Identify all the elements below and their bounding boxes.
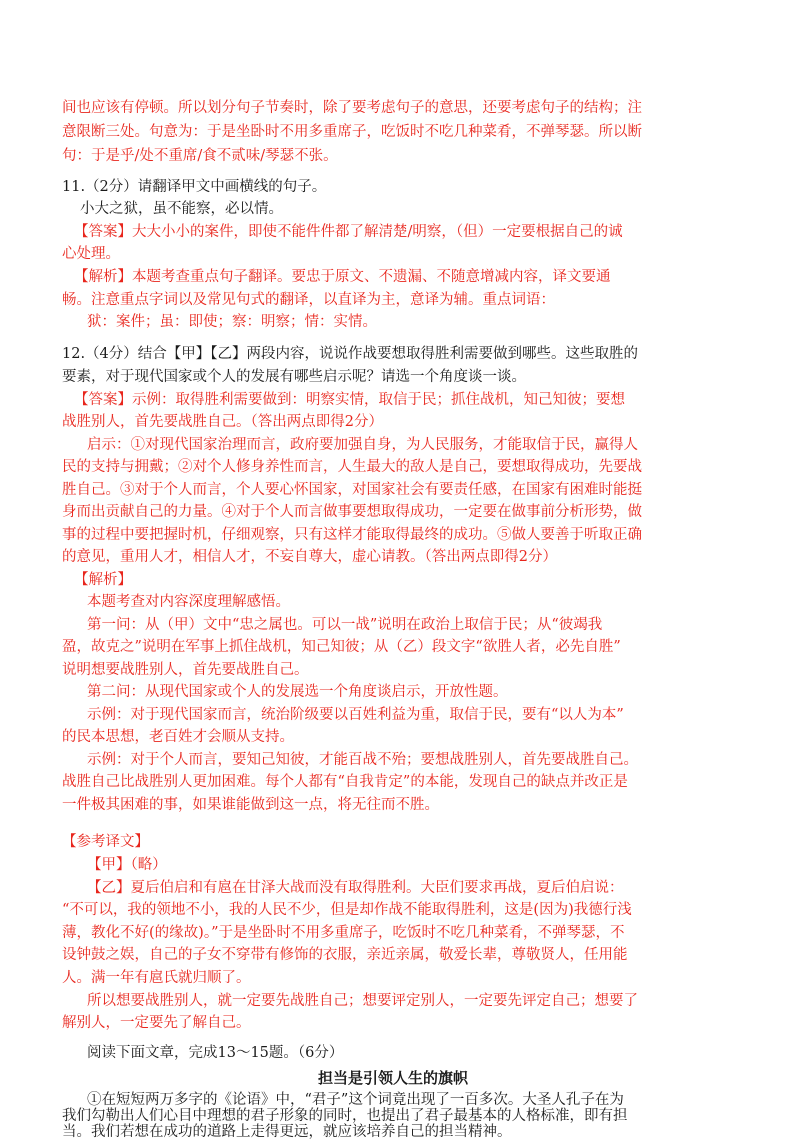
reading-instruction: 阅读下面文章，完成13～15题。（6分） xyxy=(87,1045,344,1061)
q12-insight: 事的过程中要把握时机，仔细观察，只有这样才能取得最终的成功。⑤做人要善于听取正确 xyxy=(62,527,642,543)
translation-heading: 【参考译文】 xyxy=(62,834,149,850)
q10-analysis-line: 间也应该有停顿。所以划分句子节奏时，除了要考虑句子的意思，还要考虑句子的结构；注 xyxy=(62,100,642,116)
q11-question: 11.（2分）请翻译甲文中画横线的句子。 xyxy=(62,179,327,195)
translation-yi: “不可以，我的领地不小，我的人民不少，但是却作战不能取得胜利，这是(因为)我德行浅 xyxy=(62,902,632,918)
q12-analysis: 的民本思想，老百姓才会顺从支持。 xyxy=(62,729,294,745)
q12-insight: 胜自己。③对于个人而言，个人要心怀国家，对国家社会有要责任感，在国家有困难时能挺 xyxy=(62,482,642,498)
article-title: 担当是引领人生的旗帜 xyxy=(318,1069,469,1087)
q11-analysis: 狱：案件；虽：即使；察：明察；情：实情。 xyxy=(87,314,377,330)
q11-sentence: 小大之狱，虽不能察，必以情。 xyxy=(80,201,283,217)
q11-analysis: 畅。注意重点字词以及常见句式的翻译，以直译为主，意译为辅。重点词语： xyxy=(62,292,555,308)
q12-analysis-label: 【解析】 xyxy=(74,572,132,588)
q12-analysis: 第一问：从（甲）文中“忠之属也。可以一战”说明在政治上取信于民；从“彼竭我 xyxy=(87,617,603,633)
q12-insight: 身而出贡献自己的力量。④对于个人而言做事要想取得成功，一定要在做事前分析形势，做 xyxy=(62,504,642,520)
article-paragraph: 当。我们若想在成功的道路上走得更远，就应该培养自己的担当精神。 xyxy=(62,1124,512,1140)
q12-analysis: 本题考查对内容深度理解感悟。 xyxy=(87,594,290,610)
q12-analysis: 盈，故克之”说明在军事上抓住战机，知己知彼；从（乙）段文字“欲胜人者，必先自胜” xyxy=(62,639,621,655)
q12-analysis: 示例：对于现代国家而言，统治阶级要以百姓利益为重，取信于民，要有“以人为本” xyxy=(87,707,624,723)
q12-question: 要素，对于现代国家或个人的发展有哪些启示呢？请选一个角度谈一谈。 xyxy=(62,369,526,385)
translation-yi: 所以想要战胜别人，就一定要先战胜自己；想要评定别人，一定要先评定自己；想要了 xyxy=(87,993,638,1009)
q12-analysis: 示例：对于个人而言，要知己知彼，才能百战不殆；要想战胜别人，首先要战胜自己。 xyxy=(87,752,638,768)
translation-yi: 解别人，一定要先了解自己。 xyxy=(62,1015,251,1031)
q12-insight: 民的支持与拥戴；②对个人修身养性而言，人生最大的敌人是自己，要想取得成功，先要战 xyxy=(62,459,642,475)
q11-answer: 【答案】大大小小的案件，即使不能件件都了解清楚/明察，（但）一定要根据自己的诚 xyxy=(74,224,623,240)
q12-analysis: 说明想要战胜别人，首先要战胜自己。 xyxy=(62,662,309,678)
translation-yi: 薄，教化不好(的缘故)。”于是坐卧时不用多重席子，吃饭时不吃几种菜肴，不弹琴瑟，不 xyxy=(62,925,625,941)
translation-yi: 人。满一年有扈氏就归顺了。 xyxy=(62,970,251,986)
q12-answer: 战胜别人，首先要战胜自己。（答出两点即得2分） xyxy=(62,414,383,430)
q12-analysis: 战胜自己比战胜别人更加困难。每个人都有“自我肯定”的本能，发现自己的缺点并改正是 xyxy=(62,774,628,790)
q12-insight: 启示：①对现代国家治理而言，政府要加强自身，为人民服务，才能取信于民，赢得人 xyxy=(87,437,638,453)
q12-question: 12.（4分）结合【甲】【乙】两段内容，说说作战要想取得胜利需要做到哪些。这些取胜的 xyxy=(62,346,639,362)
q12-answer: 【答案】示例：取得胜利需要做到：明察实情，取信于民；抓住战机，知己知彼；要想 xyxy=(74,392,625,408)
translation-yi: 【乙】夏后伯启和有扈在甘泽大战而没有取得胜利。大臣们要求再战，夏后伯启说： xyxy=(87,880,624,896)
q12-analysis: 第二问：从现代国家或个人的发展选一个角度谈启示，开放性题。 xyxy=(87,684,508,700)
article-paragraph: 我们勾勒出人们心目中理想的君子形象的同时，也提出了君子最基本的人格标准，即有担 xyxy=(62,1108,628,1124)
q10-analysis-line: 意限断三处。句意为：于是坐卧时不用多重席子，吃饭时不吃几种菜肴，不弹琴瑟。所以断 xyxy=(62,124,642,140)
q11-analysis: 【解析】本题考查重点句子翻译。要忠于原文、不遗漏、不随意增减内容，译文要通 xyxy=(74,269,611,285)
translation-yi: 设钟鼓之娱，自己的子女不穿带有修饰的衣服，亲近亲属，敬爱长辈，尊敬贤人，任用能 xyxy=(62,947,628,963)
translation-jia: 【甲】（略） xyxy=(87,857,167,873)
q12-insight: 的意见，重用人才，相信人才，不妄自尊大，虚心请教。（答出两点即得2分） xyxy=(62,549,557,565)
q10-analysis-line: 句：于是乎/处不重席/食不贰味/琴瑟不张。 xyxy=(62,148,338,164)
article-paragraph: ①在短短两万多字的《论语》中，“君子”这个词竟出现了一百多次。大圣人孔子在为 xyxy=(87,1092,624,1108)
q12-analysis: 一件极其困难的事，如果谁能做到这一点，将无往而不胜。 xyxy=(62,797,439,813)
q11-answer: 心处理。 xyxy=(62,246,120,262)
